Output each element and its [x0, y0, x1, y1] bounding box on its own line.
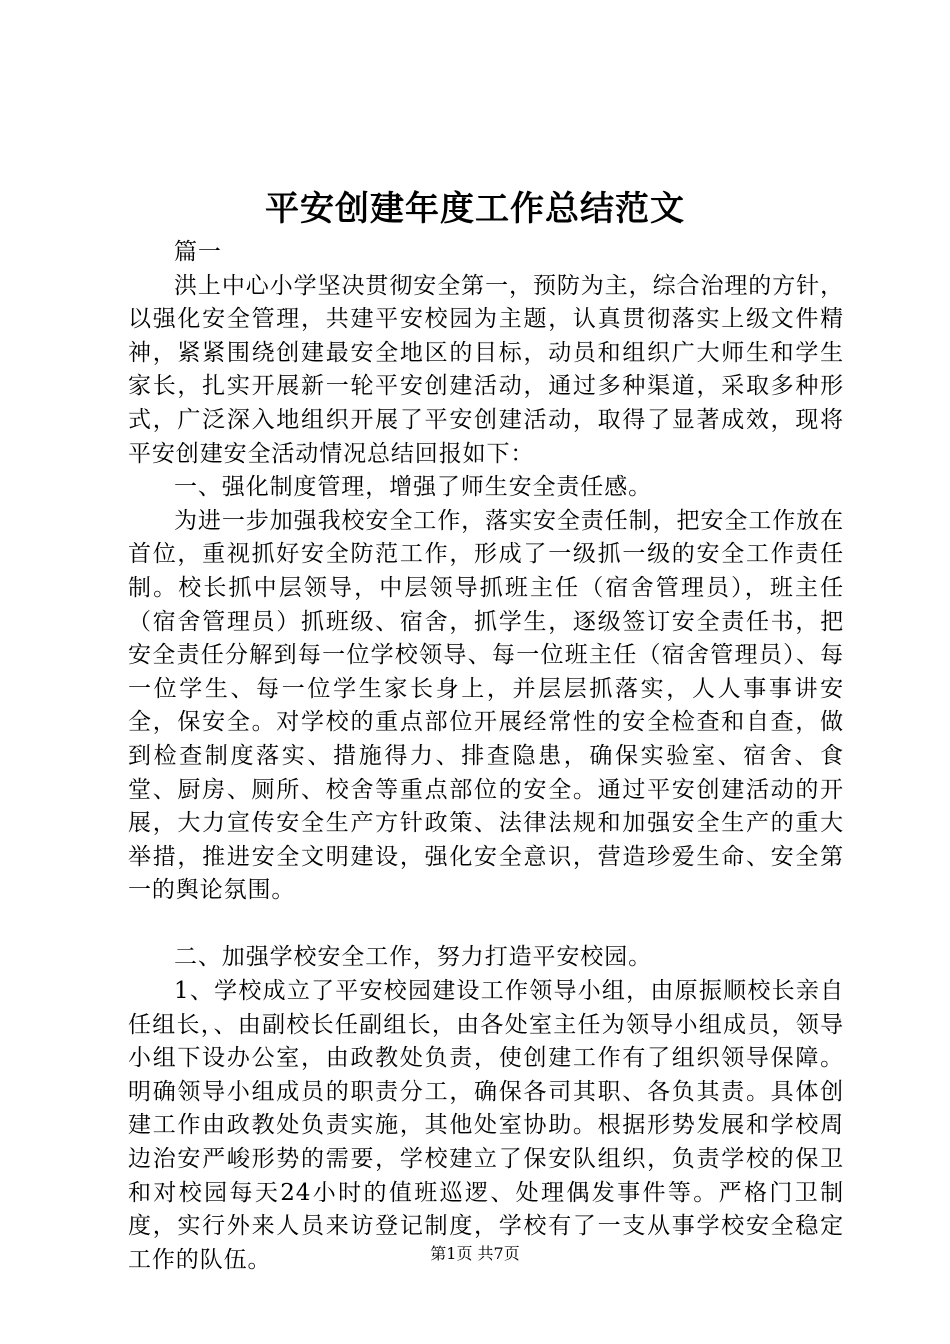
body-paragraph: 1、学校成立了平安校园建设工作领导小组，由原振顺校长亲自任组长，、由副校长任副组长，由各处室主任为领导小组成员，领导小组下设办公室，由政教处负责，使创建工作有了组织领导保障。明确领导小组成员的职责分工，确保各司其职、各负其责。具体创建工作由政教处负责实施，其他处室协助。根据形势发展和学校周边治安严峻形势的需要，学校建立了保安队组织，负责学校的保卫和对校园每天24小时的值班巡逻、处理偶发事件等。严格门卫制度，实行外来人员来访登记制度，学校有了一支从事学校安全稳定工作的队伍。 [128, 978, 844, 1273]
section-heading: 二、加强学校安全工作，努力打造平安校园。 [174, 944, 652, 971]
document-title: 平安创建年度工作总结范文 [265, 189, 685, 229]
document-body [128, 236, 844, 1277]
section-heading: 一、强化制度管理，增强了师生安全责任感。 [174, 474, 652, 501]
body-paragraph: 为进一步加强我校安全工作，落实安全责任制，把安全工作放在首位，重视抓好安全防范工作，形成了一级抓一级的安全工作责任制。校长抓中层领导，中层领导抓班主任（宿舍管理员），班主任（宿舍管理员）抓班级、宿舍，抓学生，逐级签订安全责任书，把安全责任分解到每一位学校领导、每一位班主任（宿舍管理员）、每一位学生、每一位学生家长身上，并层层抓落实，人人事事讲安全，保安全。对学校的重点部位开展经常性的安全检查和自查，做到检查制度落实、措施得力、排查隐患，确保实验室、宿舍、食堂、厨房、厕所、校舍等重点部位的安全。通过平安创建活动的开展，大力宣传安全生产方针政策、法律法规和加强安全生产的重大举措，推进安全文明建设，强化安全意识，营造珍爱生命、安全第一的舆论氛围。 [128, 507, 844, 904]
section-label: 篇一 [174, 239, 222, 265]
page-number: 第1页 共7页 [430, 1244, 520, 1263]
intro-paragraph: 洪上中心小学坚决贯彻安全第一，预防为主，综合治理的方针，以强化安全管理，共建平安校园为主题，认真贯彻落实上级文件精神，紧紧围绕创建最安全地区的目标，动员和组织广大师生和学生家长，扎实开展新一轮平安创建活动，通过多种渠道，采取多种形式，广泛深入地组织开展了平安创建活动，取得了显著成效，现将平安创建安全活动情况总结回报如下： [128, 272, 844, 467]
